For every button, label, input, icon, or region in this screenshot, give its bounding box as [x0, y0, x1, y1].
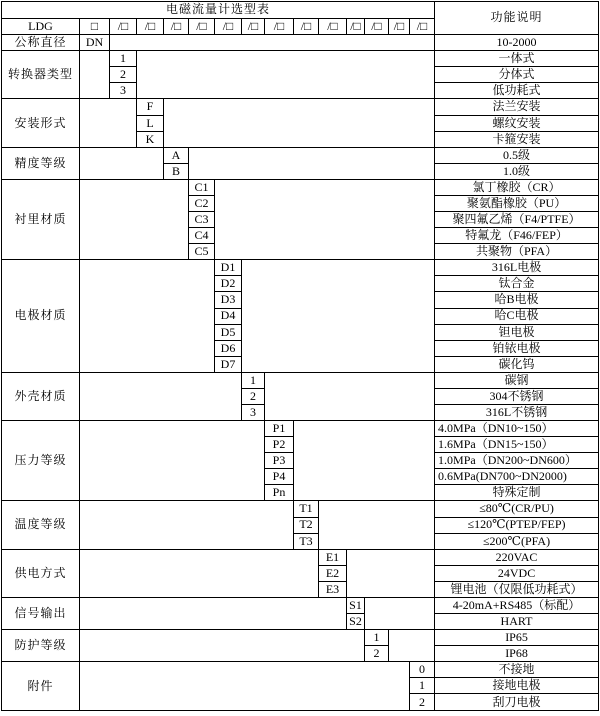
function-cell: 1.6MPa（DN15~150）	[435, 437, 599, 453]
code-cell: T2	[294, 517, 319, 533]
function-cell: ≤120℃(PTEP/FEP)	[435, 517, 599, 533]
function-cell: 不接地	[435, 662, 599, 678]
function-cell: 一体式	[435, 51, 599, 67]
code-cell: T1	[294, 501, 319, 517]
function-cell: 4-20mA+RS485（标配）	[435, 597, 599, 613]
function-cell: 接地电极	[435, 678, 599, 694]
category-label: 防护等级	[2, 630, 80, 662]
gap-cell	[365, 597, 435, 629]
function-cell: ≤200℃(PFA)	[435, 533, 599, 549]
code-cell: 1	[365, 630, 389, 646]
code-cell: 2	[242, 388, 265, 404]
code-cell: K	[137, 131, 164, 147]
code-cell: 1	[410, 678, 435, 694]
function-cell: 聚氨酯橡胶（PU）	[435, 195, 599, 211]
function-cell: 共聚物（PFA）	[435, 244, 599, 260]
category-label-diameter: 公称直径	[2, 35, 80, 51]
gap-cell	[80, 179, 189, 259]
code-cell: C5	[189, 244, 215, 260]
code-cell: 0	[410, 662, 435, 678]
model-box: /□	[347, 19, 365, 35]
category-label: 安装形式	[2, 99, 80, 147]
code-cell: E3	[319, 581, 347, 597]
function-cell: 碳钢	[435, 372, 599, 388]
code-cell: L	[137, 115, 164, 131]
model-box: /□	[137, 19, 164, 35]
category-label: 精度等级	[2, 147, 80, 179]
gap-cell	[80, 501, 294, 549]
function-cell: 220VAC	[435, 549, 599, 565]
category-label: 供电方式	[2, 549, 80, 597]
code-cell: 1	[242, 372, 265, 388]
function-cell: 卡箍安装	[435, 131, 599, 147]
model-box: /□	[265, 19, 294, 35]
function-cell: 4.0MPa（DN10~150）	[435, 421, 599, 437]
gap-cell	[389, 630, 435, 662]
code-cell: B	[164, 163, 189, 179]
gap-cell	[137, 51, 435, 99]
code-cell: 3	[110, 83, 137, 99]
code-cell: S2	[347, 613, 365, 629]
function-cell: 304不锈钢	[435, 388, 599, 404]
gap-cell	[80, 51, 110, 99]
code-cell: C2	[189, 195, 215, 211]
function-cell: HART	[435, 613, 599, 629]
code-cell: D5	[215, 324, 242, 340]
gap-cell	[80, 260, 215, 373]
model-prefix: LDG	[2, 19, 80, 35]
function-cell: 316L电极	[435, 260, 599, 276]
function-cell: 24VDC	[435, 565, 599, 581]
gap-cell	[164, 99, 435, 147]
model-box: /□	[365, 19, 389, 35]
function-cell: 0.6MPa(DN700~DN2000)	[435, 469, 599, 485]
function-cell: 0.5级	[435, 147, 599, 163]
model-box: /□	[164, 19, 189, 35]
code-cell: C1	[189, 179, 215, 195]
gap-cell	[347, 549, 435, 597]
function-cell: 10-2000	[435, 35, 599, 51]
gap-cell	[294, 421, 435, 501]
category-label: 电极材质	[2, 260, 80, 373]
category-label: 信号输出	[2, 597, 80, 629]
category-label: 温度等级	[2, 501, 80, 549]
gap-cell	[265, 372, 435, 420]
code-cell: D1	[215, 260, 242, 276]
function-cell: 特殊定制	[435, 485, 599, 501]
function-cell: 钽电极	[435, 324, 599, 340]
gap-cell	[242, 260, 435, 373]
function-cell: 特氟龙（F46/FEP）	[435, 228, 599, 244]
function-cell: 分体式	[435, 67, 599, 83]
gap-cell	[80, 147, 164, 179]
code-cell: D7	[215, 356, 242, 372]
model-box: /□	[110, 19, 137, 35]
gap-cell	[80, 549, 319, 597]
code-cell: P2	[265, 437, 294, 453]
function-cell: 钛合金	[435, 276, 599, 292]
gap-cell	[110, 35, 435, 51]
function-cell: ≤80℃(CR/PU)	[435, 501, 599, 517]
code-cell: D2	[215, 276, 242, 292]
category-label: 附件	[2, 662, 80, 711]
model-box: /□	[242, 19, 265, 35]
code-cell: D3	[215, 292, 242, 308]
function-cell: 锂电池（仅限低功耗式）	[435, 581, 599, 597]
code-cell: C4	[189, 228, 215, 244]
model-box: /□	[215, 19, 242, 35]
model-box: /□	[294, 19, 319, 35]
function-cell: 氯丁橡胶（CR）	[435, 179, 599, 195]
function-cell: 螺纹安装	[435, 115, 599, 131]
function-cell: 聚四氟乙烯（F4/PTFE）	[435, 212, 599, 228]
code-cell: T3	[294, 533, 319, 549]
gap-cell	[215, 179, 435, 259]
function-cell: IP65	[435, 630, 599, 646]
gap-cell	[80, 421, 265, 501]
function-cell: 1.0MPa（DN200~DN600）	[435, 453, 599, 469]
code-cell: 1	[110, 51, 137, 67]
code-cell: C3	[189, 212, 215, 228]
function-cell: 法兰安装	[435, 99, 599, 115]
function-cell: 铂铱电极	[435, 340, 599, 356]
model-box-first: □	[80, 19, 110, 35]
code-cell: P3	[265, 453, 294, 469]
category-label: 外壳材质	[2, 372, 80, 420]
code-cell: E1	[319, 549, 347, 565]
category-label: 转换器类型	[2, 51, 80, 99]
code-cell: 2	[365, 646, 389, 662]
code-cell: D4	[215, 308, 242, 324]
gap-cell	[319, 501, 435, 549]
code-cell: 2	[410, 694, 435, 711]
gap-cell	[80, 372, 242, 420]
function-cell: 哈B电极	[435, 292, 599, 308]
code-cell: 2	[110, 67, 137, 83]
gap-cell	[80, 662, 410, 711]
function-cell: 刮刀电极	[435, 694, 599, 711]
model-box: /□	[410, 19, 435, 35]
function-cell: IP68	[435, 646, 599, 662]
code-cell: F	[137, 99, 164, 115]
model-box: /□	[319, 19, 347, 35]
code-cell: S1	[347, 597, 365, 613]
selection-table	[1, 1, 599, 711]
function-cell: 1.0级	[435, 163, 599, 179]
gap-cell	[189, 147, 435, 179]
code-cell: Pn	[265, 485, 294, 501]
code-cell: A	[164, 147, 189, 163]
function-column-header: 功能说明	[435, 2, 599, 35]
code-cell: DN	[80, 35, 110, 51]
code-cell: P1	[265, 421, 294, 437]
code-cell: P4	[265, 469, 294, 485]
category-label: 衬里材质	[2, 179, 80, 259]
code-cell: D6	[215, 340, 242, 356]
gap-cell	[80, 597, 347, 629]
code-cell: E2	[319, 565, 347, 581]
model-box: /□	[189, 19, 215, 35]
category-label: 压力等级	[2, 421, 80, 501]
function-cell: 低功耗式	[435, 83, 599, 99]
gap-cell	[80, 99, 137, 147]
gap-cell	[80, 630, 365, 662]
function-cell: 碳化钨	[435, 356, 599, 372]
function-cell: 316L不锈钢	[435, 404, 599, 420]
function-cell: 哈C电极	[435, 308, 599, 324]
code-cell: 3	[242, 404, 265, 420]
model-box: /□	[389, 19, 410, 35]
page-title: 电磁流量计选型表	[2, 2, 435, 19]
